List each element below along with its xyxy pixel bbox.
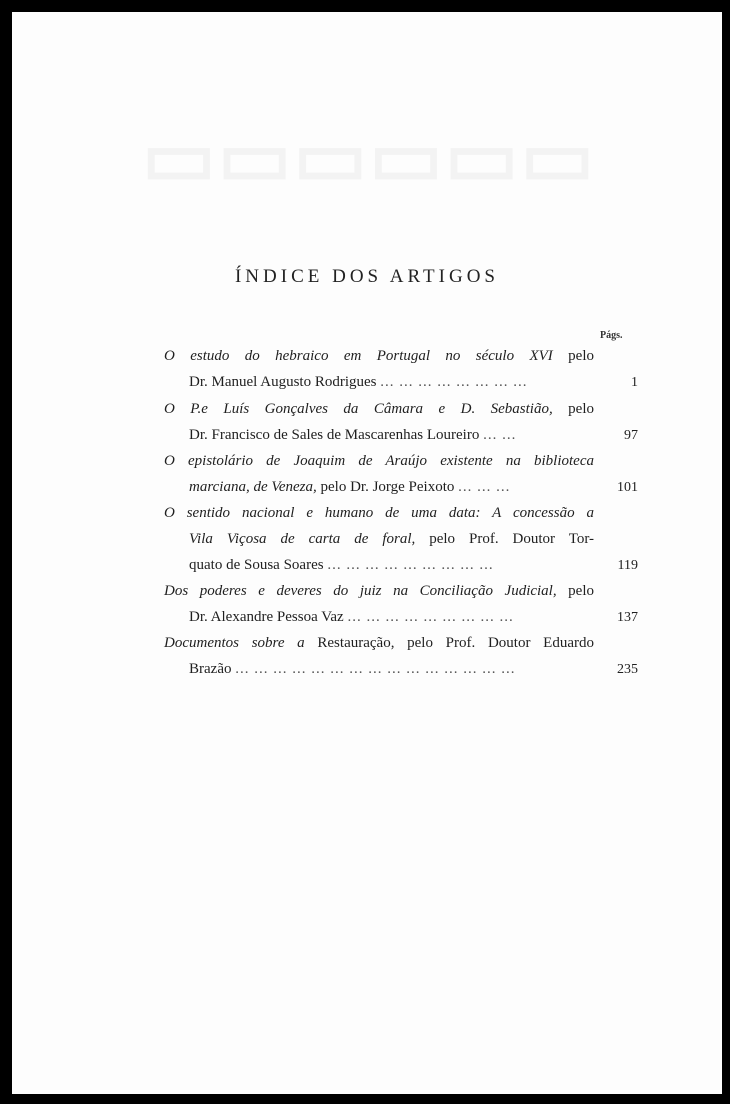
entry-3-page: 101 [617,480,638,495]
entry-5-line-1: Dos poderes e deveres do juiz na Conciliação Judicial, pelo [164,583,595,599]
entry-1-line-1: O estudo do hebraico em Portugal no século XVI pelo [164,348,594,364]
bleed-through-watermark: ▭▭▭▭▭▭ [142,113,597,201]
entry-6-page: 235 [617,662,638,677]
entry-2-page: 97 [624,428,638,443]
entry-4-line-2: Vila Viçosa de carta de foral, pelo Prof. Doutor Tor- [189,531,595,547]
entry-1-line-2: Dr. Manuel Augusto Rodrigues ... ... ... ... ... ... ... ... [189,374,528,390]
entry-2-line-2: Dr. Francisco de Sales de Mascarenhas Loureiro ... ... [189,427,517,443]
entry-6-line-1: Documentos sobre a Restauração, pelo Prof. Doutor Eduardo [164,635,594,651]
entry-4-line-3: quato de Sousa Soares ... ... ... ... ... ... ... ... ... [189,557,494,573]
entry-5-page: 137 [617,610,638,625]
entry-2-line-1: O P.e Luís Gonçalves da Câmara e D. Sebastião, pelo [164,401,595,417]
page [12,12,722,1094]
entry-1-page: 1 [631,375,638,390]
entry-3-line-2: marciana, de Veneza, pelo Dr. Jorge Peixoto ... ... ... [189,479,511,495]
entry-4-line-1: O sentido nacional e humano de uma data: A concessão a [164,505,594,521]
pages-column-label: Págs. [600,330,623,341]
entry-6-line-2: Brazão ... ... ... ... ... ... ... ... ... ... ... ... ... ... ... [189,661,516,677]
index-title: ÍNDICE DOS ARTIGOS [234,266,500,287]
entry-4-page: 119 [617,558,638,573]
entry-3-line-1: O epistolário de Joaquim de Araújo existente na biblioteca [164,453,594,469]
entry-5-line-2: Dr. Alexandre Pessoa Vaz ... ... ... ... ... ... ... ... ... [189,609,514,625]
